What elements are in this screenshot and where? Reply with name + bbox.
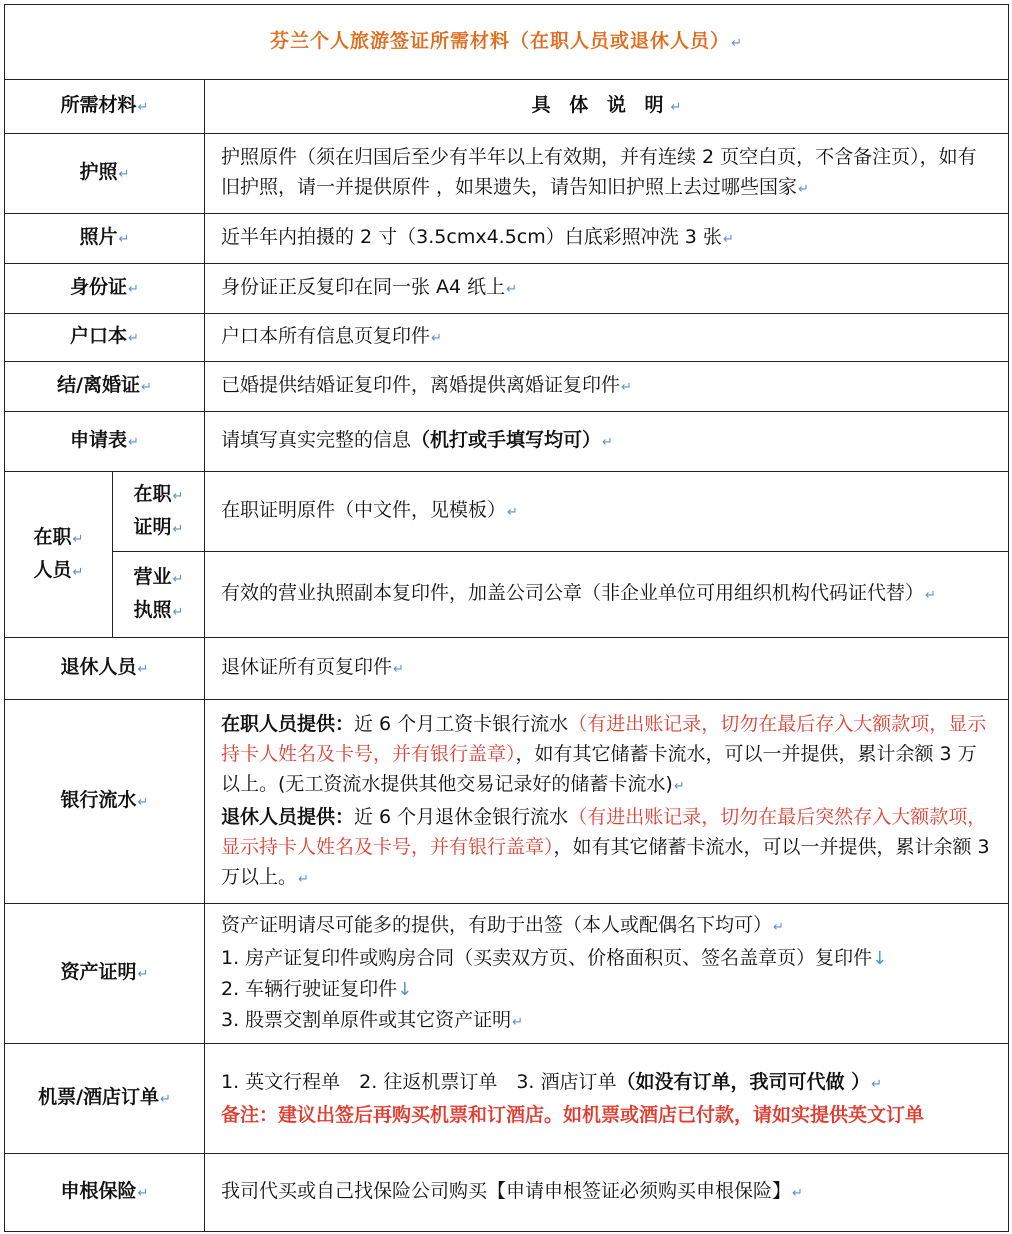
table-row [5, 134, 1009, 214]
paragraph-mark-icon: ↵ [72, 564, 84, 580]
paragraph-mark-icon: ↵ [118, 232, 130, 247]
desc-business-license: 有效的营业执照副本复印件，加盖公司公章（非企业单位可用组织机构代码证代替）↵ [205, 552, 1009, 638]
table-row [5, 700, 1009, 904]
paragraph-mark-icon: ↵ [792, 1186, 803, 1201]
paragraph-mark-icon: ↵ [72, 531, 84, 547]
line-break-arrow-icon: ↓ [872, 947, 888, 969]
paragraph-mark-icon: ↵ [773, 919, 784, 935]
label-business-license: 营业↵ 执照↵ [113, 552, 205, 638]
table-row [5, 214, 1009, 264]
table-row [5, 472, 1009, 552]
paragraph-mark-icon: ↵ [137, 100, 149, 115]
requirements-table [4, 4, 1009, 1232]
desc-employment-cert: 在职证明原件（中文件，见模板）↵ [205, 472, 1009, 552]
line-break-arrow-icon: ↓ [397, 978, 413, 1000]
paragraph-mark-icon: ↵ [673, 778, 685, 794]
desc-retired: 退休证所有页复印件↵ [205, 638, 1009, 700]
paragraph-mark-icon: ↵ [871, 1077, 883, 1092]
label-assets: 资产证明↵ [5, 904, 205, 1044]
table-row [5, 1044, 1009, 1154]
desc-passport: 护照原件（须在归国后至少有半年以上有效期，并有连续 2 页空白页，不含备注页），如有旧护照，请一并提供原件 ，如果遗失，请告知旧护照上去过哪些国家↵ [205, 134, 1009, 214]
desc-assets: 资产证明请尽可能多的提供，有助于出签（本人或配偶名下均可）↵ 1. 房产证复印件或购房合同（买卖双方页、价格面积页、签名盖章页）复印件↓ 2. 车辆行驶证复印件↓ 3. 股票交割单原件或其它资产证明↵ [205, 904, 1009, 1044]
header-material: 所需材料↵ [5, 80, 205, 134]
table-row [5, 264, 1009, 314]
list-item: 3. 股票交割单原件或其它资产证明↵ [221, 1008, 524, 1031]
paragraph-mark-icon: ↵ [722, 232, 734, 247]
paragraph-mark-icon: ↵ [137, 967, 149, 982]
paragraph-mark-icon: ↵ [160, 1092, 171, 1107]
label-employed: 在职↵ 人员↵ [5, 472, 113, 638]
desc-insurance: 我司代买或自己找保险公司购买【申请申根签证必须购买申根保险】↵ [205, 1154, 1009, 1232]
bank-employed-paragraph: 在职人员提供：近 6 个月工资卡银行流水（有进出账记录，切勿在最后存入大额款项，显示持卡人姓名及卡号，并有银行盖章），如有其它储蓄卡流水，可以一并提供，累计余额 3 万以上。(无工资流水提供其他交易记录好的储蓄卡流水)↵ [221, 712, 987, 795]
paragraph-mark-icon: ↵ [512, 1014, 524, 1030]
table-row [5, 412, 1009, 472]
desc-idcard: 身份证正反复印在同一张 A4 纸上↵ [205, 264, 1009, 314]
title-text: 芬兰个人旅游签证所需材料（在职人员或退休人员） [270, 29, 731, 52]
booking-note: 备注：建议出签后再购买机票和订酒店。如机票或酒店已付款，请如实提供英文订单 [221, 1104, 925, 1126]
paragraph-mark-icon: ↵ [172, 488, 184, 504]
paragraph-mark-icon: ↵ [128, 331, 139, 346]
paragraph-mark-icon: ↵ [118, 167, 130, 182]
paragraph-mark-icon: ↵ [621, 380, 632, 395]
paragraph-mark-icon: ↵ [137, 1186, 149, 1201]
paragraph-mark-icon: ↵ [507, 505, 518, 520]
paragraph-mark-icon: ↵ [393, 662, 404, 677]
label-bank: 银行流水↵ [5, 700, 205, 904]
header-description: 具 体 说 明↵ [205, 80, 1009, 134]
paragraph-mark-icon: ↵ [137, 662, 149, 677]
desc-form: 请填写真实完整的信息（机打或手填写均可）↵ [205, 412, 1009, 472]
desc-hukou: 户口本所有信息页复印件↵ [205, 314, 1009, 362]
table-row [5, 904, 1009, 1044]
bank-retired-paragraph: 退休人员提供：近 6 个月退休金银行流水（有进出账记录，切勿在最后突然存入大额款项，显示持卡人姓名及卡号，并有银行盖章），如有其它储蓄卡流水，可以一并提供，累计余额 3 万以上。↵ [221, 805, 990, 888]
paragraph-mark-icon: ↵ [172, 604, 184, 620]
label-form: 申请表↵ [5, 412, 205, 472]
label-employment-cert: 在职↵ 证明↵ [113, 472, 205, 552]
paragraph-mark-icon: ↵ [731, 35, 743, 51]
desc-marriage: 已婚提供结婚证复印件，离婚提供离婚证复印件↵ [205, 362, 1009, 412]
label-booking: 机票/酒店订单↵ [5, 1044, 205, 1154]
desc-photo: 近半年内拍摄的 2 寸（3.5cmx4.5cm）白底彩照冲洗 3 张↵ [205, 214, 1009, 264]
label-insurance: 申根保险↵ [5, 1154, 205, 1232]
desc-bank [205, 700, 1009, 904]
list-item: 1. 房产证复印件或购房合同（买卖双方页、价格面积页、签名盖章页）复印件↓ [221, 946, 888, 969]
paragraph-mark-icon: ↵ [602, 435, 613, 450]
label-photo: 照片↵ [5, 214, 205, 264]
table-row [5, 362, 1009, 412]
table-row [5, 314, 1009, 362]
paragraph-mark-icon: ↵ [798, 182, 809, 197]
table-row [5, 552, 1009, 638]
table-row [5, 1154, 1009, 1232]
paragraph-mark-icon: ↵ [128, 435, 139, 450]
paragraph-mark-icon: ↵ [172, 571, 184, 587]
label-hukou: 户口本↵ [5, 314, 205, 362]
paragraph-mark-icon: ↵ [925, 588, 936, 603]
label-marriage: 结/离婚证↵ [5, 362, 205, 412]
label-idcard: 身份证↵ [5, 264, 205, 314]
paragraph-mark-icon: ↵ [137, 795, 149, 810]
paragraph-mark-icon: ↵ [128, 282, 139, 297]
list-item: 2. 车辆行驶证复印件↓ [221, 977, 413, 1000]
paragraph-mark-icon: ↵ [172, 521, 184, 537]
paragraph-mark-icon: ↵ [506, 282, 518, 297]
label-passport: 护照↵ [5, 134, 205, 214]
paragraph-mark-icon: ↵ [431, 331, 442, 346]
document-title [5, 5, 1009, 80]
desc-booking: 1. 英文行程单 2. 往返机票订单 3. 酒店订单（如没有订单，我司可代做 ）↵ 备注：建议出签后再购买机票和订酒店。如机票或酒店已付款，请如实提供英文订单 [205, 1044, 1009, 1154]
paragraph-mark-icon: ↵ [298, 871, 309, 887]
label-retired: 退休人员↵ [5, 638, 205, 700]
paragraph-mark-icon: ↵ [670, 100, 682, 115]
table-row [5, 638, 1009, 700]
paragraph-mark-icon: ↵ [141, 380, 152, 395]
